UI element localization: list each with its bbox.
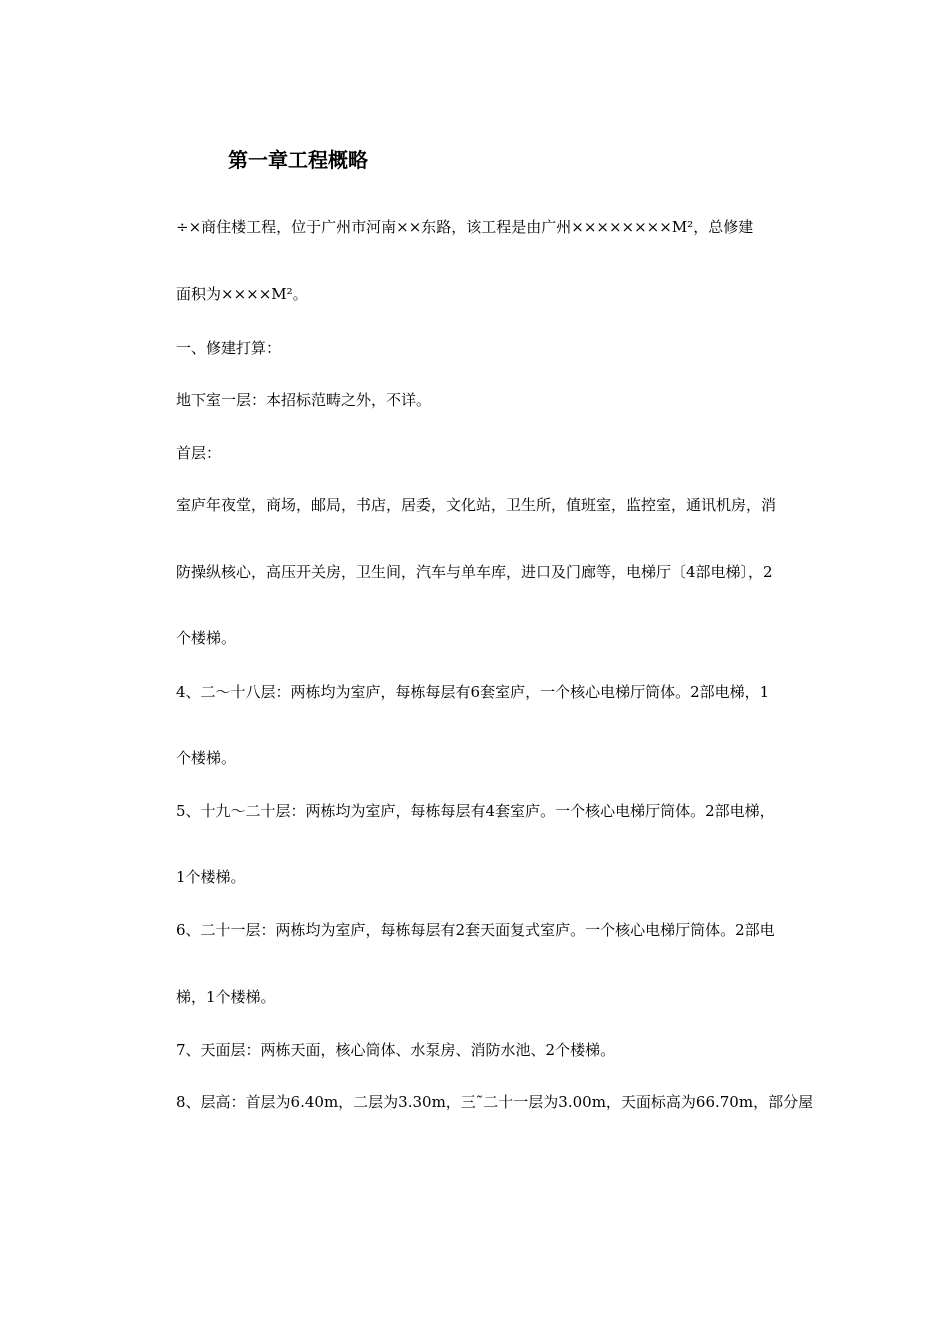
- paragraph-first-floor-line-1: 室庐年夜堂，商场，邮局，书店，居委，文化站，卫生所，值班室，监控室，通讯机房，消: [176, 496, 777, 514]
- paragraph-item-4-line-2: 个楼梯。: [176, 749, 237, 767]
- paragraph-first-floor-line-2: 防操纵核心，高压开关房，卫生间，汽车与单车库，进口及门廊等，电梯厅〔4部电梯〕，2: [176, 563, 773, 581]
- paragraph-item-6-line-2: 梯，1个楼梯。: [176, 988, 276, 1006]
- paragraph-item-8: 8、层高：首层为6.40m，二层为3.30m，三˜二十一层为3.00m，天面标高为66.70m，部分屋: [176, 1093, 814, 1111]
- section-heading-plan: 一、修建打算：: [176, 339, 282, 357]
- paragraph-item-7: 7、天面层：两栋天面，核心筒体、水泵房、消防水池、2个楼梯。: [176, 1041, 616, 1059]
- paragraph-item-6-line-1: 6、二十一层：两栋均为室庐，每栋每层有2套天面复式室庐。一个核心电梯厅筒体。2部电: [176, 921, 775, 939]
- paragraph-line-1: ÷×商住楼工程，位于广州市河南××东路，该工程是由广州××××××××M²，总修建: [176, 218, 754, 236]
- paragraph-basement: 地下室一层：本招标范畴之外，不详。: [176, 391, 432, 409]
- paragraph-first-floor-line-3: 个楼梯。: [176, 629, 237, 647]
- paragraph-item-5-line-1: 5、十九～二十层：两栋均为室庐，每栋每层有4套室庐。一个核心电梯厅筒体。2部电梯，: [176, 802, 775, 820]
- paragraph-item-4-line-1: 4、二～十八层：两栋均为室庐，每栋每层有6套室庐，一个核心电梯厅筒体。2部电梯，1: [176, 683, 770, 701]
- chapter-heading: 第一章工程概略: [228, 148, 368, 172]
- paragraph-first-floor-label: 首层：: [176, 444, 222, 462]
- paragraph-line-2: 面积为××××M²。: [176, 285, 308, 303]
- paragraph-item-5-line-2: 1个楼梯。: [176, 868, 246, 886]
